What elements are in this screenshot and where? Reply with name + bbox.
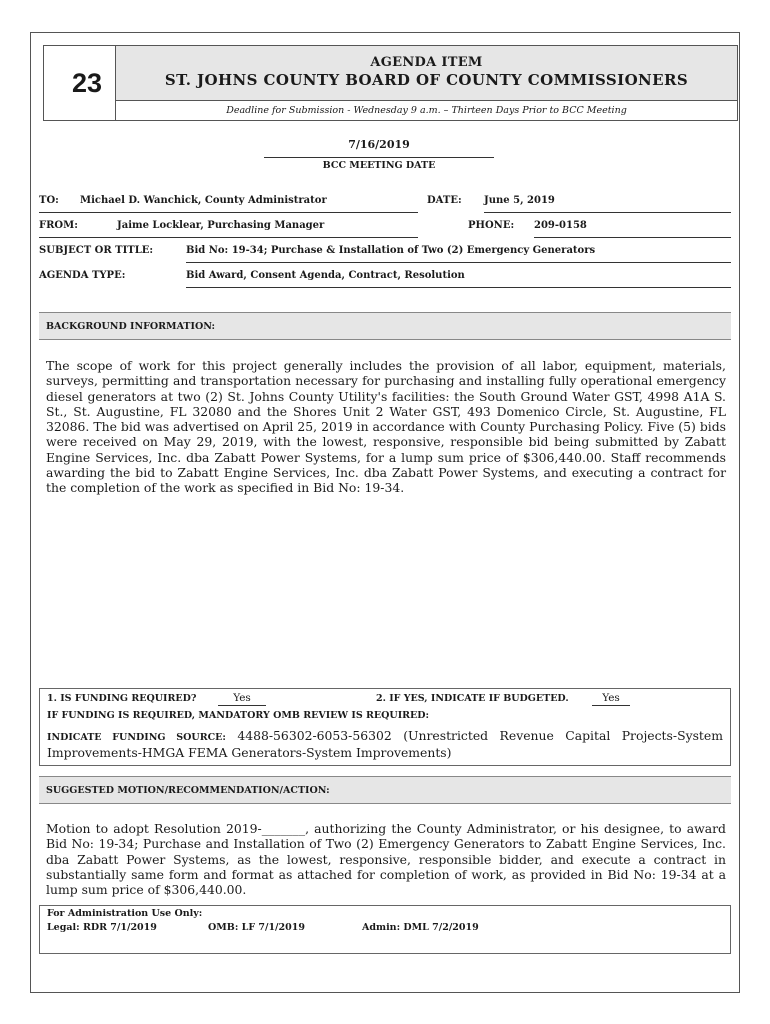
submission-deadline: Deadline for Submission - Wednesday 9 a.m. – Thirteen Days Prior to BCC Meeting — [115, 101, 738, 121]
date-underline — [484, 212, 731, 213]
legal-review: Legal: RDR 7/1/2019 — [47, 922, 157, 933]
subject-label: SUBJECT OR TITLE: — [39, 245, 154, 256]
subject-underline — [186, 262, 731, 263]
omb-review: OMB: LF 7/1/2019 — [208, 922, 305, 933]
omb-review-note: IF FUNDING IS REQUIRED, MANDATORY OMB REVIEW IS REQUIRED: — [47, 710, 430, 721]
board-name: ST. JOHNS COUNTY BOARD OF COUNTY COMMISSIONERS — [164, 71, 689, 89]
funding-box — [39, 688, 731, 766]
admin-review: Admin: DML 7/2/2019 — [362, 922, 479, 933]
date-label: DATE: — [427, 195, 462, 206]
motion-text: Motion to adopt Resolution 2019-_______, authorizing the County Administrator, or his designee, to award Bid No: 19-34; Purchase and Installation of Two (2) Emergency Generators to Zabatt Engine Services, Inc. dba Zabatt Power Systems, as the lowest, responsive, responsible bidder, and execute a contract in substantially same form and format as attached for completion of work, as provided in Bid No: 19-34 at a lump sum price of $306,440.00. — [46, 821, 726, 898]
background-heading: BACKGROUND INFORMATION: — [39, 312, 731, 340]
phone-value: 209-0158 — [534, 220, 587, 231]
date-value: June 5, 2019 — [484, 195, 555, 206]
bcc-meeting-date-label: BCC MEETING DATE — [322, 160, 436, 171]
meeting-date-underline — [264, 157, 494, 158]
bcc-meeting-date: 7/16/2019 — [348, 138, 410, 151]
phone-label: PHONE: — [468, 220, 515, 231]
funding-required-value: Yes — [218, 692, 266, 706]
to-label: TO: — [39, 195, 59, 206]
agenda-type-label: AGENDA TYPE: — [39, 270, 126, 281]
budgeted-label: 2. IF YES, INDICATE IF BUDGETED. — [376, 693, 569, 704]
form-header — [31, 45, 739, 121]
to-underline — [39, 212, 418, 213]
agenda-type-underline — [186, 287, 731, 288]
agenda-item-form — [30, 32, 740, 993]
agenda-item-number: 23 — [43, 45, 130, 121]
form-title: AGENDA ITEM — [370, 55, 483, 70]
from-label: FROM: — [39, 220, 78, 231]
motion-heading: SUGGESTED MOTION/RECOMMENDATION/ACTION: — [39, 776, 731, 804]
to-value: Michael D. Wanchick, County Administrator — [80, 195, 327, 206]
funding-source-label: INDICATE FUNDING SOURCE: — [47, 732, 226, 743]
funding-source — [47, 728, 723, 760]
admin-use-box — [39, 905, 731, 954]
admin-use-heading: For Administration Use Only: — [47, 908, 203, 919]
background-text: The scope of work for this project generally includes the provision of all labor, equipment, materials, surveys, permitting and transportation necessary for purchasing and installing fully operational emergency diesel generators at two (2) St. Johns County Utility's facilities: the South Ground Water GST, 4998 A1A S. St., St. Augustine, FL 32080 and the Shores Unit 2 Water GST, 493 Domenico Circle, St. Augustine, FL 32086. The bid was advertised on April 25, 2019 in accordance with County Purchasing Policy. Five (5) bids were received on May 29, 2019, with the lowest, responsive, responsible bid being submitted by Zabatt Engine Services, Inc. dba Zabatt Power Systems, for a lump sum price of $306,440.00. Staff recommends awarding the bid to Zabatt Engine Services, Inc. dba Zabatt Power Systems, and executing a contract for the completion of the work as specified in Bid No: 19-34. — [46, 358, 726, 496]
subject-value: Bid No: 19-34; Purchase & Installation of Two (2) Emergency Generators — [186, 245, 596, 256]
title-box — [115, 45, 738, 101]
agenda-type-value: Bid Award, Consent Agenda, Contract, Resolution — [186, 270, 465, 281]
from-value: Jaime Locklear, Purchasing Manager — [117, 220, 325, 231]
phone-underline — [534, 237, 731, 238]
from-underline — [39, 237, 418, 238]
budgeted-value: Yes — [592, 692, 630, 706]
funding-source-value: 4488-56302-6053-56302 (Unrestricted Revenue Capital Projects-System Improvements-HMGA FEMA Generators-System Improvements) — [47, 728, 723, 760]
funding-required-label: 1. IS FUNDING REQUIRED? — [47, 693, 197, 704]
